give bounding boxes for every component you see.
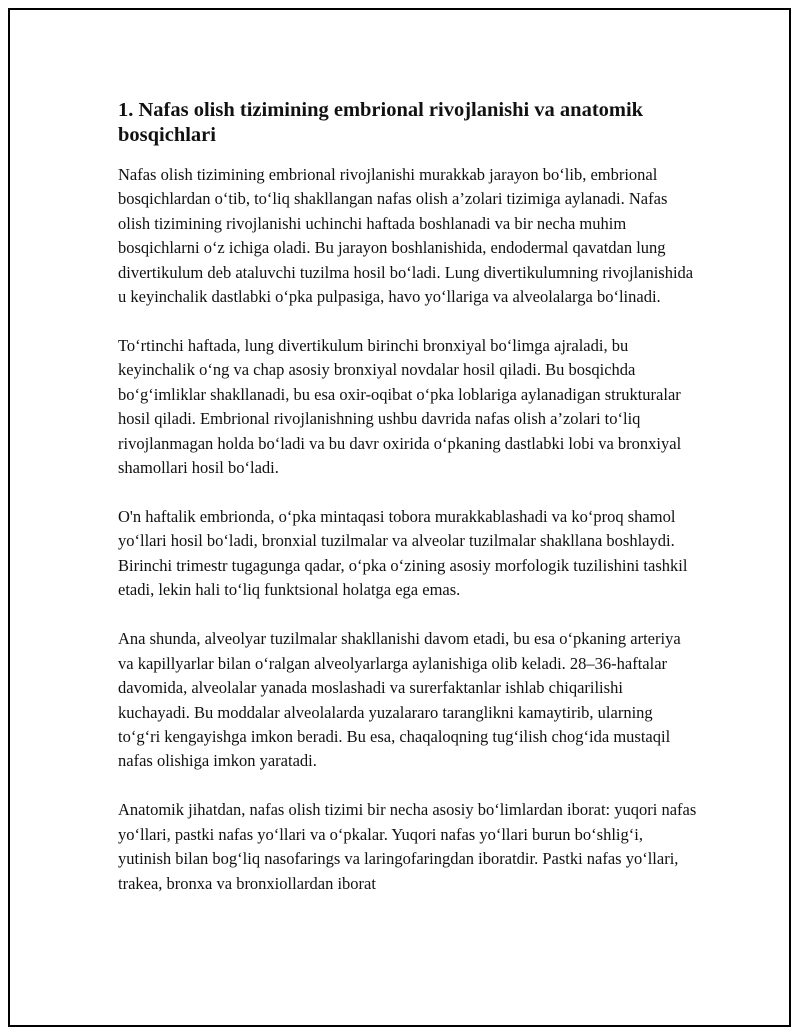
section-heading: 1. Nafas olish tizimining embrional rivojlanishi va anatomik bosqichlari	[118, 99, 644, 146]
paragraph: To‘rtinchi haftada, lung divertikulum birinchi bronxiyal bo‘limga ajraladi, bu keyinchalik o‘ng va chap asosiy bronxiyal novdalar hosil qiladi. Bu bosqichda bo‘g‘imliklar shakllanadi, bu esa oxir-oqibat o‘pka loblariga aylanadigan strukturalar hosil qiladi. Embrional rivojlanishning ushbu davrida nafas olish a’zolari to‘liq rivojlanmagan holda bo‘ladi va bu davr oxirida o‘pkaning dastlabki lobi va bronxiyal shamollari hosil bo‘ladi.	[118, 336, 682, 478]
document-body	[118, 98, 698, 921]
paragraph: O'n haftalik embrionda, o‘pka mintaqasi tobora murakkablashadi va ko‘proq shamol yo‘llari hosil bo‘ladi, bronxial tuzilmalar va alveolar tuzilmalar shakllana boshlaydi. Birinchi trimestr tugagunga qadar, o‘pka o‘zining asosiy morfologik tuzilishini tashkil etadi, lekin hali to‘liq funktsional holatga ega emas.	[118, 507, 688, 600]
paragraph: Ana shunda, alveolyar tuzilmalar shakllanishi davom etadi, bu esa o‘pkaning arteriya va kapillyarlar bilan o‘ralgan alveolyarlarga aylanishiga olib keladi. 28–36-haftalar davomida, alveolalar yanada moslashadi va surerfaktanlar ishlab chiqarilishi kuchayadi. Bu moddalar alveolalarda yuzalararo taranglikni kamaytirib, ularning to‘g‘ri kengayishga imkon beradi. Bu esa, chaqaloqning tug‘ilish chog‘ida mustaqil nafas olishiga imkon yaratadi.	[118, 629, 681, 771]
paragraph: Nafas olish tizimining embrional rivojlanishi murakkab jarayon bo‘lib, embrional bosqichlardan o‘tib, to‘liq shakllangan nafas olish a’zolari tizimiga aylanadi. Nafas olish tizimining rivojlanishi uchinchi haftada boshlanadi va bir necha muhim bosqichlarni o‘z ichiga oladi. Bu jarayon boshlanishida, endodermal qavatdan lung divertikulum deb ataluvchi tuzilma hosil bo‘ladi. Lung divertikulumning rivojlanishida u keyinchalik dastlabki o‘pka pulpasiga, havo yo‘llariga va alveolalarga bo‘linadi.	[118, 165, 694, 307]
document-page	[8, 8, 791, 1027]
paragraph: Anatomik jihatdan, nafas olish tizimi bir necha asosiy bo‘limlardan iborat: yuqori nafas yo‘llari, pastki nafas yo‘llari va o‘pkalar. Yuqori nafas yo‘llari burun bo‘shlig‘i, yutinish bilan bog‘liq nasofarings va laringofaringdan iboratdir. Pastki nafas yo‘llari, trakea, bronxa va bronxiollardan iborat	[118, 800, 697, 893]
